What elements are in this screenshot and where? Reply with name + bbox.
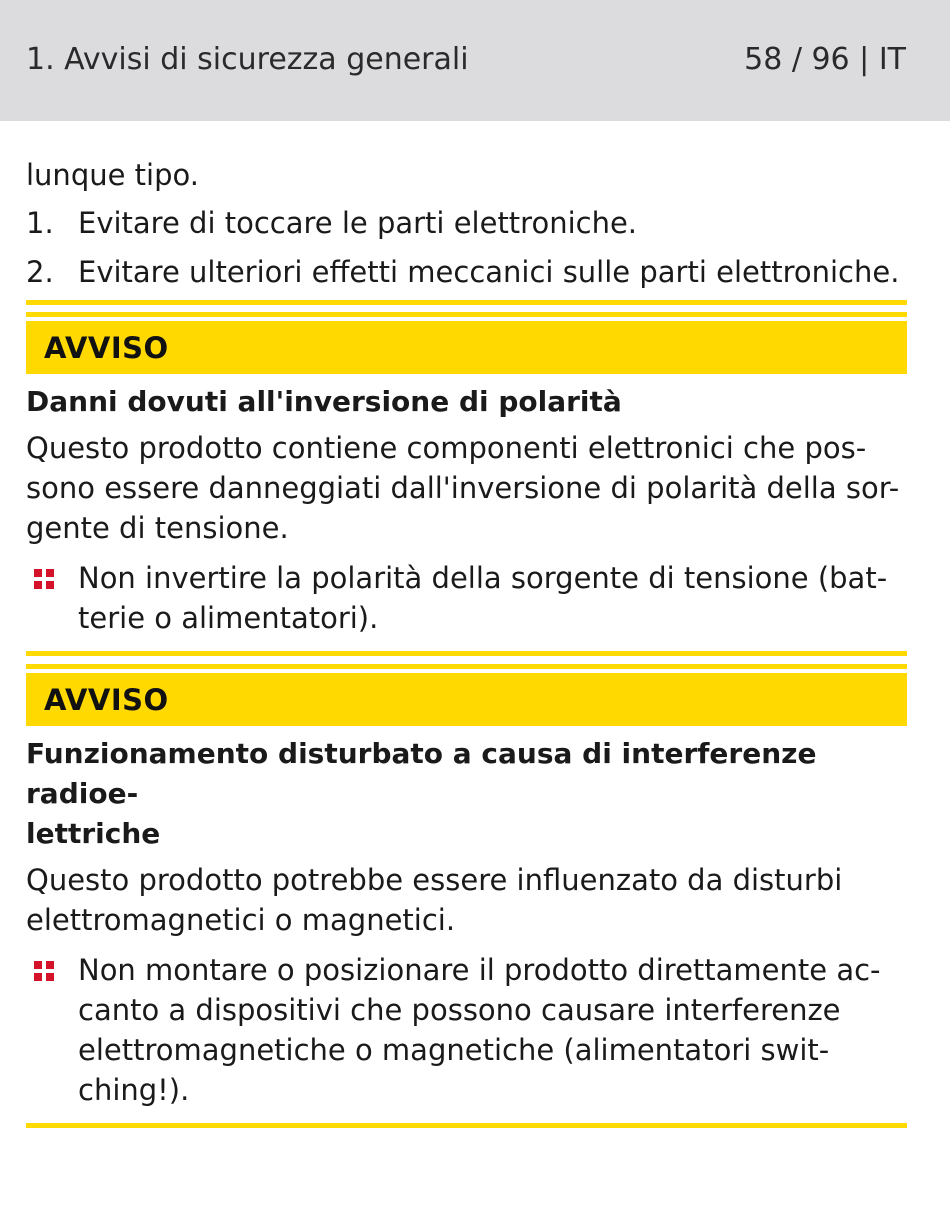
warning-heading: Danni dovuti all'inversione di polarità xyxy=(26,385,622,418)
warning-label: AVVISO xyxy=(44,330,169,365)
page-content xyxy=(26,155,907,1128)
warning-heading: Funzionamento disturbato a causa di interferenze radioe- lettriche xyxy=(26,737,817,850)
warning-top-rule xyxy=(26,664,907,669)
continuation-text: lunque tipo. xyxy=(26,158,199,192)
page-header xyxy=(0,0,950,121)
warning-bottom-rule xyxy=(26,1123,907,1128)
warning-label-bar xyxy=(26,321,907,374)
list-text: Evitare ulteriori effetti meccanici sulle parti elettroniche. xyxy=(78,255,900,289)
warning-box-polarity xyxy=(26,300,907,656)
red-square-grid-icon xyxy=(26,950,78,1110)
warning-top-rule xyxy=(26,300,907,305)
list-text: Evitare di toccare le parti elettroniche. xyxy=(78,206,638,240)
list-number: 1. xyxy=(26,206,54,240)
warning-action-text: Non montare o posizionare il prodotto direttamente ac- canto a dispositivi che possono causare interferenze elettromagnetiche o magnetiche (alimentatori swit- ching!). xyxy=(78,953,881,1107)
warning-box-interference xyxy=(26,664,907,1128)
warning-bottom-rule xyxy=(26,651,907,656)
list-item xyxy=(26,203,907,243)
section-title: 1. Avvisi di sicurezza generali xyxy=(26,42,469,77)
warning-top-rule xyxy=(26,312,907,317)
warning-label: AVVISO xyxy=(44,682,169,717)
list-number: 2. xyxy=(26,255,54,289)
warning-body: Questo prodotto contiene componenti elettronici che pos- sono essere danneggiati dall'inversione di polarità della sor- gente di tensione. xyxy=(26,431,900,545)
red-square-grid-icon xyxy=(26,558,78,638)
warning-label-bar xyxy=(26,673,907,726)
warning-action-item xyxy=(26,950,907,1110)
warning-body: Questo prodotto potrebbe essere influenzato da disturbi elettromagnetici o magnetici. xyxy=(26,863,843,937)
warning-action-text: Non invertire la polarità della sorgente di tensione (bat- terie o alimentatori). xyxy=(78,561,888,635)
warning-action-item xyxy=(26,558,907,638)
page-indicator: 58 / 96 | IT xyxy=(744,42,906,77)
list-item xyxy=(26,252,907,292)
